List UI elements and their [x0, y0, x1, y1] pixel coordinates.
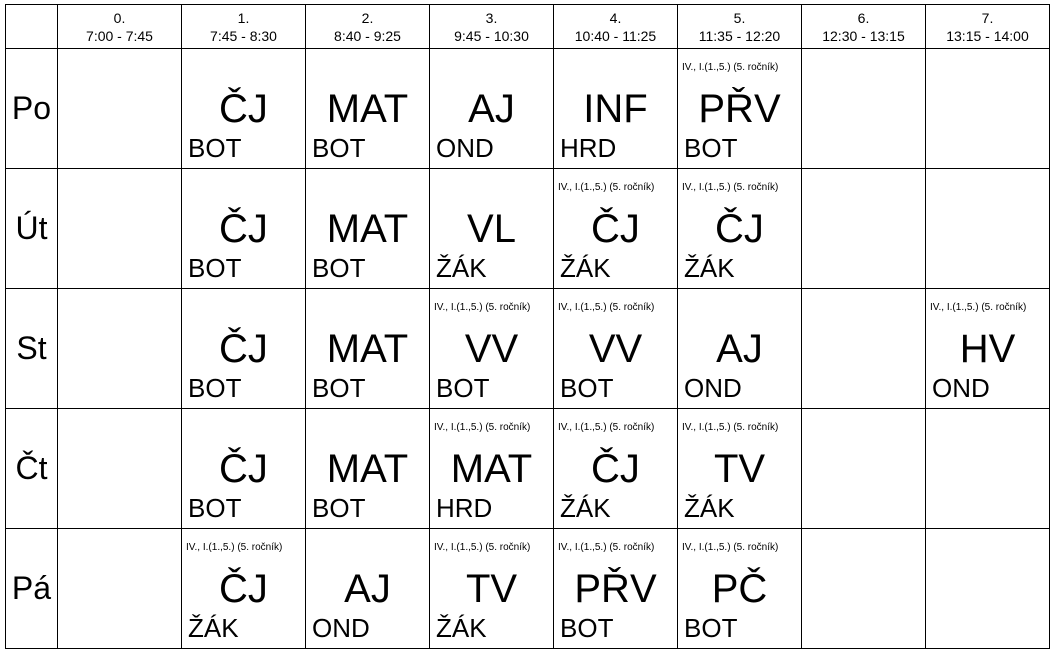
teacher-code: HRD	[560, 133, 617, 163]
period-time: 12:30 - 13:15	[822, 27, 905, 44]
empty-cell	[802, 409, 926, 529]
lesson-cell	[430, 169, 554, 289]
day-row	[6, 169, 1050, 289]
lesson-note: IV., I.(1.,5.) (5. ročník)	[434, 302, 531, 313]
period-header	[926, 5, 1050, 49]
lesson-note: IV., I.(1.,5.) (5. ročník)	[682, 182, 779, 193]
teacher-code: BOT	[312, 133, 366, 163]
lesson-cell	[182, 49, 306, 169]
day-row	[6, 289, 1050, 409]
period-number: 0.	[113, 9, 126, 26]
subject-code: INF	[583, 87, 648, 131]
subject-code: ČJ	[591, 447, 640, 491]
teacher-code: HRD	[436, 493, 493, 523]
empty-cell	[58, 289, 182, 409]
period-time: 10:40 - 11:25	[574, 27, 657, 44]
subject-code: MAT	[450, 447, 533, 491]
day-row	[6, 49, 1050, 169]
lesson-cell	[306, 169, 430, 289]
subject-code: HV	[959, 327, 1016, 371]
teacher-code: BOT	[560, 373, 614, 403]
lesson-note: IV., I.(1.,5.) (5. ročník)	[558, 542, 655, 553]
period-number: 3.	[485, 9, 498, 26]
subject-code: MAT	[326, 87, 409, 131]
lesson-note: IV., I.(1.,5.) (5. ročník)	[682, 422, 779, 433]
lesson-cell	[306, 529, 430, 649]
subject-code: ČJ	[219, 207, 268, 251]
lesson-note: IV., I.(1.,5.) (5. ročník)	[682, 542, 779, 553]
timetable-body	[6, 49, 1050, 649]
subject-code: PČ	[711, 567, 768, 611]
period-number: 7.	[981, 9, 994, 26]
lesson-cell	[182, 169, 306, 289]
period-time: 13:15 - 14:00	[946, 27, 1029, 44]
subject-code: ČJ	[591, 207, 640, 251]
teacher-code: BOT	[436, 373, 490, 403]
teacher-code: ŽÁK	[560, 253, 611, 283]
period-header	[306, 5, 430, 49]
day-label: Po	[6, 49, 58, 169]
lesson-note: IV., I.(1.,5.) (5. ročník)	[434, 422, 531, 433]
subject-code: TV	[713, 447, 766, 491]
subject-code: PŘV	[574, 567, 657, 611]
lesson-cell	[554, 49, 678, 169]
empty-cell	[802, 169, 926, 289]
teacher-code: ŽÁK	[436, 253, 487, 283]
teacher-code: ŽÁK	[684, 493, 735, 523]
empty-cell	[926, 49, 1050, 169]
period-time: 9:45 - 10:30	[454, 27, 529, 44]
subject-code: AJ	[468, 87, 515, 131]
subject-code: AJ	[716, 327, 763, 371]
empty-cell	[58, 169, 182, 289]
period-header	[182, 5, 306, 49]
lesson-cell	[430, 49, 554, 169]
period-header	[58, 5, 182, 49]
subject-code: PŘV	[698, 87, 781, 131]
lesson-cell	[554, 289, 678, 409]
teacher-code: BOT	[312, 493, 366, 523]
period-time: 8:40 - 9:25	[334, 27, 401, 44]
subject-code: ČJ	[219, 327, 268, 371]
period-header	[430, 5, 554, 49]
day-label: Čt	[6, 409, 58, 529]
teacher-code: ŽÁK	[684, 253, 735, 283]
empty-cell	[926, 169, 1050, 289]
lesson-cell	[554, 409, 678, 529]
day-row	[6, 529, 1050, 649]
empty-cell	[802, 289, 926, 409]
teacher-code: ŽÁK	[188, 613, 239, 643]
lesson-cell	[306, 49, 430, 169]
period-time: 7:00 - 7:45	[86, 27, 153, 44]
empty-cell	[58, 529, 182, 649]
period-number: 6.	[857, 9, 870, 26]
day-label: St	[6, 289, 58, 409]
subject-code: VV	[588, 327, 643, 371]
lesson-cell	[430, 289, 554, 409]
lesson-note: IV., I.(1.,5.) (5. ročník)	[682, 62, 779, 73]
lesson-cell	[554, 169, 678, 289]
teacher-code: BOT	[188, 493, 242, 523]
lesson-cell	[678, 169, 802, 289]
subject-code: VL	[467, 207, 516, 251]
period-number: 5.	[733, 9, 746, 26]
teacher-code: ŽÁK	[436, 613, 487, 643]
lesson-cell	[678, 289, 802, 409]
period-time: 11:35 - 12:20	[698, 27, 781, 44]
subject-code: ČJ	[219, 567, 268, 611]
teacher-code: BOT	[188, 133, 242, 163]
lesson-cell	[926, 289, 1050, 409]
lesson-note: IV., I.(1.,5.) (5. ročník)	[434, 542, 531, 553]
teacher-code: ŽÁK	[560, 493, 611, 523]
teacher-code: BOT	[684, 133, 738, 163]
corner-cell	[6, 5, 58, 49]
subject-code: ČJ	[219, 447, 268, 491]
empty-cell	[926, 409, 1050, 529]
lesson-cell	[678, 49, 802, 169]
lesson-note: IV., I.(1.,5.) (5. ročník)	[558, 422, 655, 433]
day-row	[6, 409, 1050, 529]
empty-cell	[58, 409, 182, 529]
period-number: 4.	[609, 9, 622, 26]
empty-cell	[926, 529, 1050, 649]
teacher-code: BOT	[188, 253, 242, 283]
day-label: Pá	[6, 529, 58, 649]
period-header	[554, 5, 678, 49]
subject-code: AJ	[344, 567, 391, 611]
teacher-code: BOT	[312, 373, 366, 403]
period-number: 2.	[361, 9, 374, 26]
lesson-cell	[182, 529, 306, 649]
lesson-note: IV., I.(1.,5.) (5. ročník)	[558, 182, 655, 193]
period-time: 7:45 - 8:30	[210, 27, 277, 44]
teacher-code: OND	[932, 373, 990, 403]
lesson-cell	[182, 289, 306, 409]
lesson-note: IV., I.(1.,5.) (5. ročník)	[558, 302, 655, 313]
period-header	[802, 5, 926, 49]
teacher-code: OND	[312, 613, 370, 643]
lesson-note: IV., I.(1.,5.) (5. ročník)	[930, 302, 1027, 313]
lesson-cell	[306, 409, 430, 529]
teacher-code: BOT	[684, 613, 738, 643]
subject-code: MAT	[326, 207, 409, 251]
lesson-cell	[306, 289, 430, 409]
teacher-code: BOT	[560, 613, 614, 643]
empty-cell	[802, 529, 926, 649]
subject-code: ČJ	[219, 87, 268, 131]
subject-code: ČJ	[715, 207, 764, 251]
lesson-cell	[430, 529, 554, 649]
period-header-row	[6, 5, 1050, 49]
teacher-code: OND	[684, 373, 742, 403]
lesson-cell	[678, 409, 802, 529]
lesson-cell	[554, 529, 678, 649]
day-label: Út	[6, 169, 58, 289]
subject-code: TV	[465, 567, 518, 611]
teacher-code: BOT	[312, 253, 366, 283]
lesson-note: IV., I.(1.,5.) (5. ročník)	[186, 542, 283, 553]
subject-code: VV	[464, 327, 519, 371]
period-number: 1.	[237, 9, 250, 26]
subject-code: MAT	[326, 327, 409, 371]
teacher-code: BOT	[188, 373, 242, 403]
empty-cell	[58, 49, 182, 169]
subject-code: MAT	[326, 447, 409, 491]
timetable	[5, 4, 1050, 649]
lesson-cell	[182, 409, 306, 529]
teacher-code: OND	[436, 133, 494, 163]
empty-cell	[802, 49, 926, 169]
period-header	[678, 5, 802, 49]
lesson-cell	[678, 529, 802, 649]
lesson-cell	[430, 409, 554, 529]
